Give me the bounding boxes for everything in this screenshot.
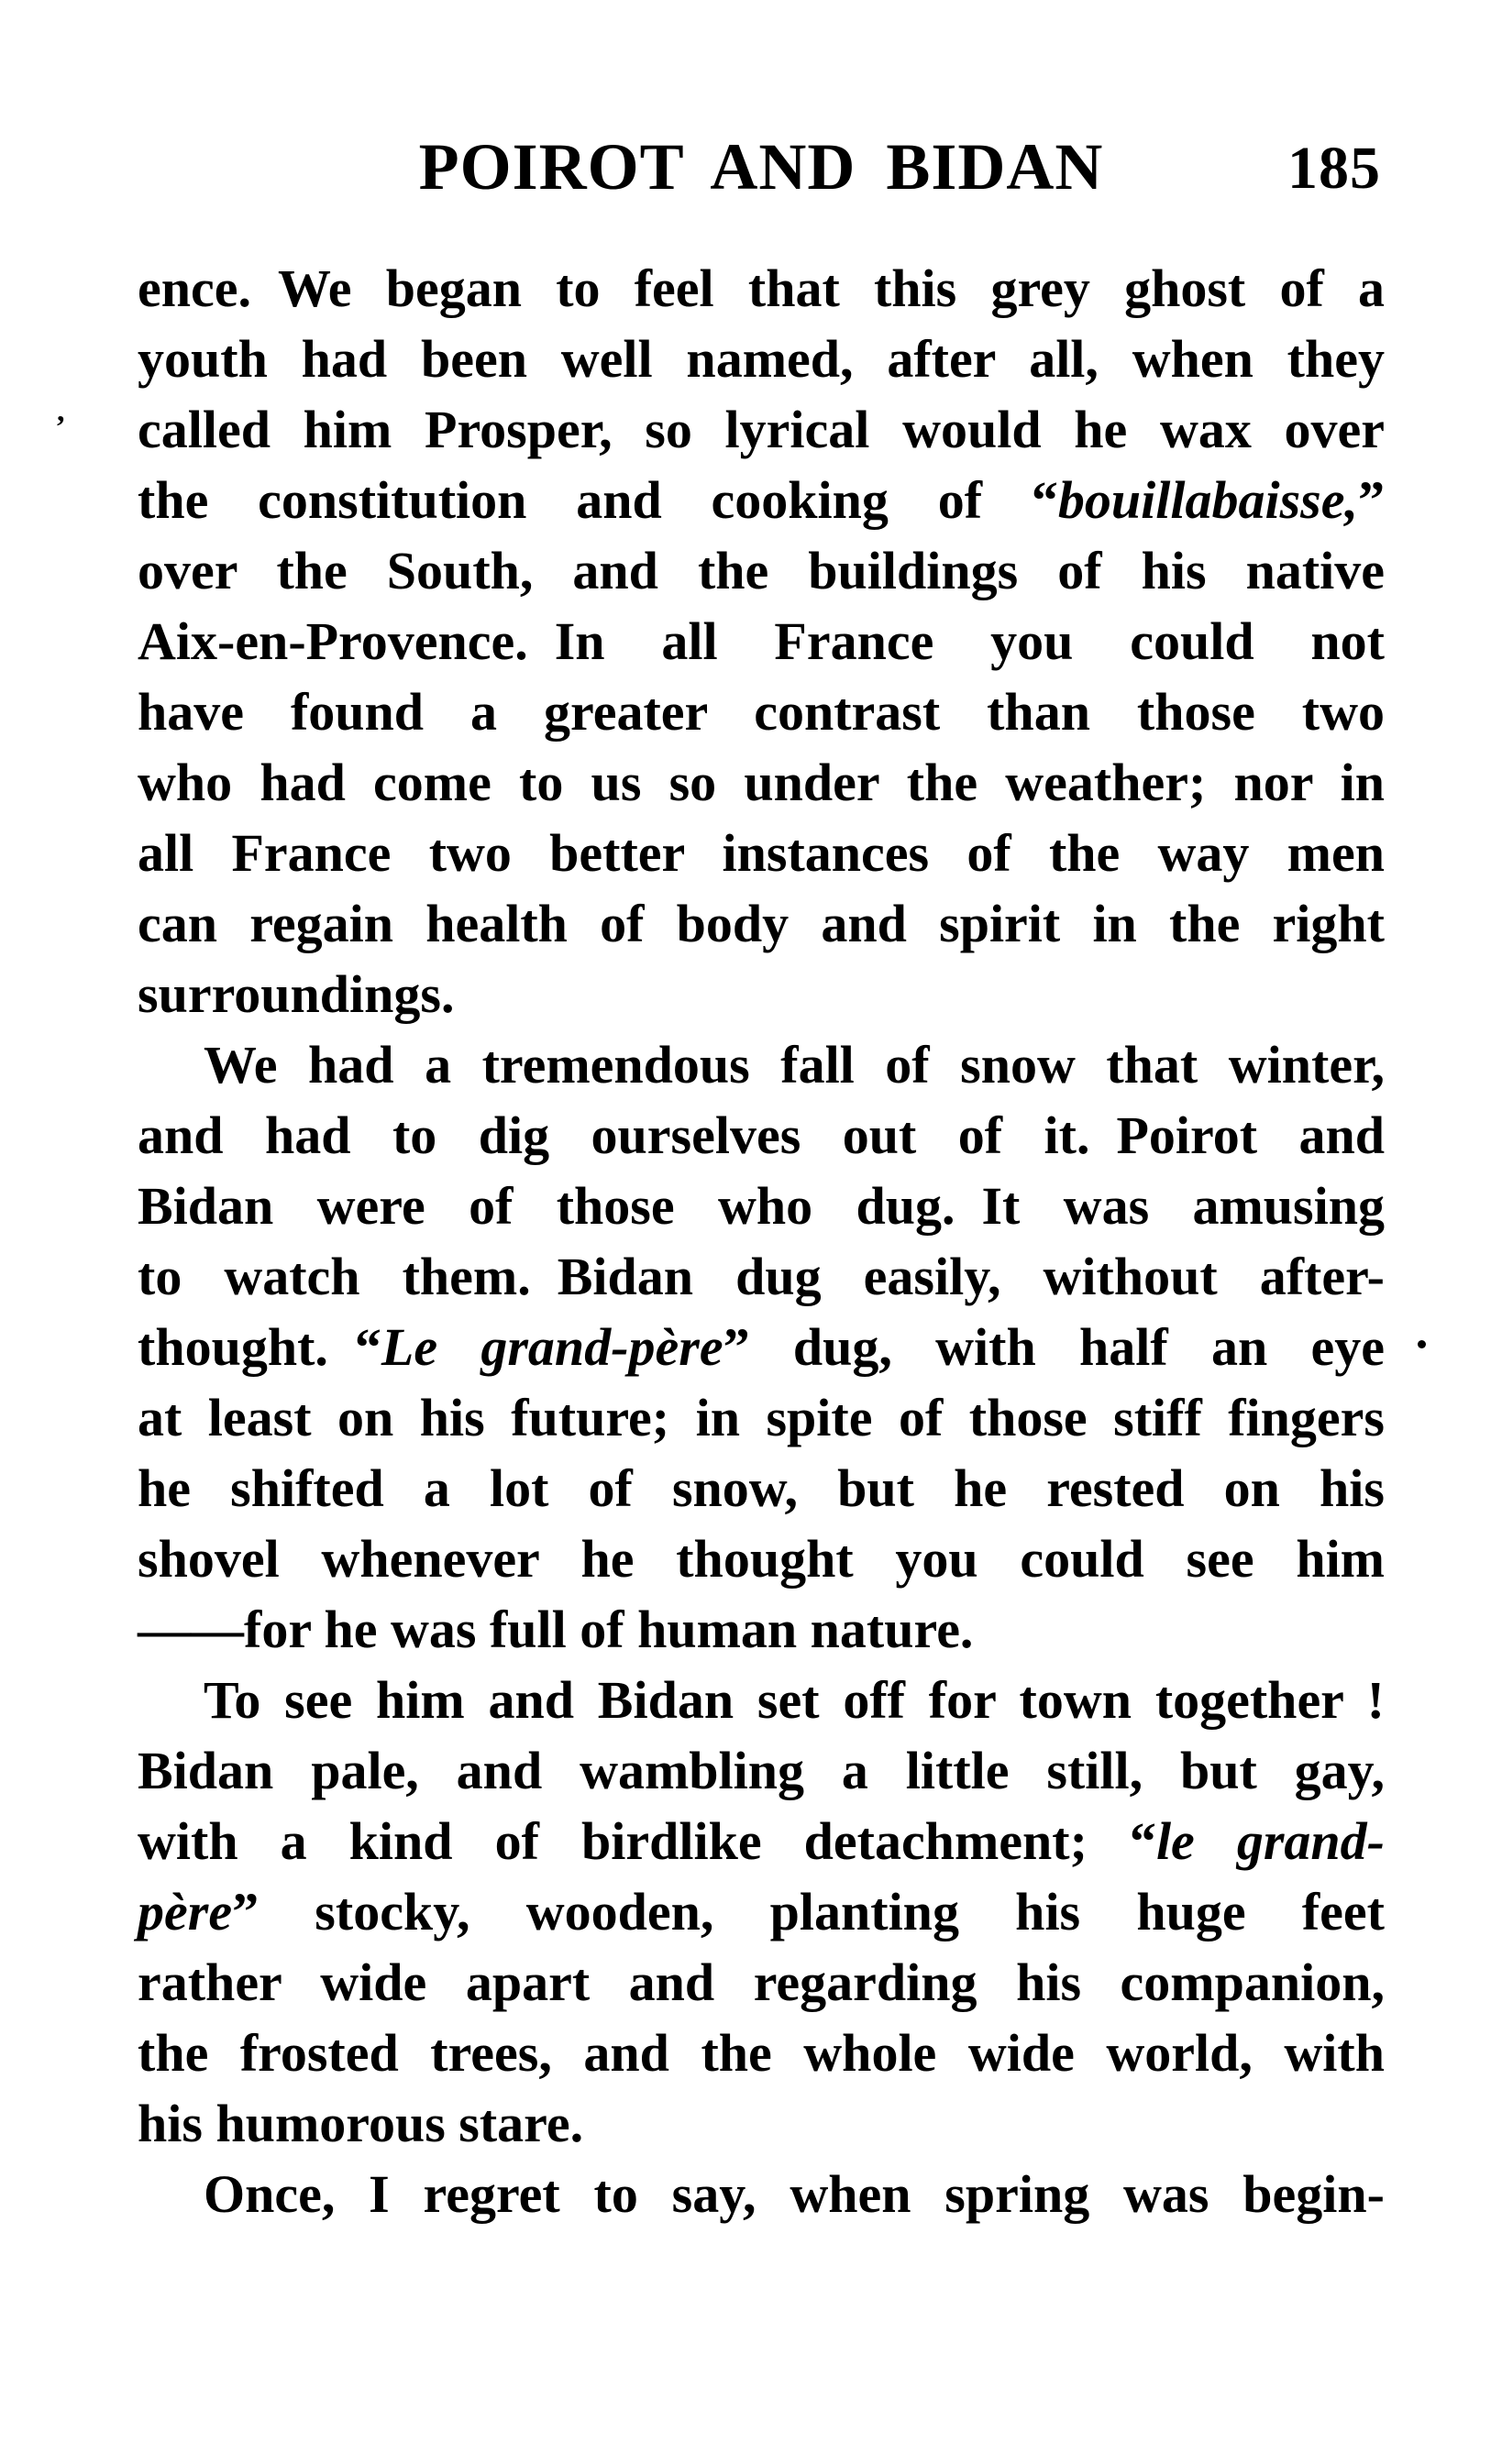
text-segment: all France two better instances of the way men [138, 823, 1385, 883]
text-segment: surroundings. [138, 964, 455, 1024]
running-head-title: POIROT AND BIDAN [418, 130, 1104, 204]
text-segment: ” stocky, wooden, planting his huge feet [232, 1882, 1385, 1942]
text-segment: Aix-en-Provence. In all France you could not [138, 611, 1385, 671]
text-segment: his humorous stare. [138, 2094, 584, 2153]
text-line [138, 535, 1385, 606]
text-segment: thought. “ [138, 1317, 381, 1377]
text-segment: the frosted trees, and the whole wide world, with [138, 2023, 1385, 2083]
text-line [138, 959, 1385, 1029]
text-line [138, 324, 1385, 394]
text-segment: rather wide apart and regarding his companion, [138, 1952, 1385, 2012]
text-line [138, 253, 1385, 324]
text-line [138, 1876, 1385, 1947]
text-line [138, 1665, 1385, 1735]
text-segment: and had to dig ourselves out of it. Poirot and [138, 1106, 1385, 1165]
text-line [138, 888, 1385, 959]
text-line [138, 1382, 1385, 1453]
text-line [138, 465, 1385, 535]
text-line [138, 2088, 1385, 2159]
text-line [138, 1241, 1385, 1312]
text-line [138, 1735, 1385, 1806]
text-segment: ” [1358, 470, 1385, 530]
text-segment: with a kind of birdlike detachment; “ [138, 1811, 1156, 1871]
text-segment: Bidan pale, and wambling a little still, but gay, [138, 1741, 1385, 1800]
text-line [138, 606, 1385, 676]
text-segment: ence. We began to feel that this grey ghost of a [138, 258, 1385, 318]
text-segment: can regain health of body and spirit in the right [138, 894, 1385, 953]
text-segment: We had a tremendous fall of snow that winter, [204, 1035, 1385, 1094]
text-segment: To see him and Bidan set off for town together ! [204, 1670, 1385, 1730]
text-segment: at least on his future; in spite of those stiff fingers [138, 1388, 1385, 1447]
text-segment: ——for he was full of human nature. [138, 1600, 974, 1659]
text-segment: have found a greater contrast than those two [138, 682, 1385, 742]
text-segment: to watch them. Bidan dug easily, without after- [138, 1247, 1385, 1306]
text-line [138, 394, 1385, 465]
text-line [138, 1029, 1385, 1100]
text-segment: le grand- [1155, 1811, 1385, 1871]
text-line [138, 2018, 1385, 2088]
text-line [138, 747, 1385, 818]
text-segment: Bidan were of those who dug. It was amusing [138, 1176, 1385, 1236]
text-block [138, 253, 1385, 2229]
text-segment: youth had been well named, after all, when they [138, 329, 1385, 389]
text-segment: over the South, and the buildings of his native [138, 541, 1385, 600]
text-line [138, 1100, 1385, 1171]
text-line [138, 818, 1385, 888]
period-speck [1418, 1340, 1426, 1348]
text-segment: who had come to us so under the weather; nor in [138, 753, 1385, 812]
text-segment: père [138, 1882, 233, 1942]
text-line [138, 1453, 1385, 1524]
text-line [138, 2159, 1385, 2229]
text-segment: the constitution and cooking of “ [138, 470, 1058, 530]
comma-speck: , [57, 394, 65, 428]
text-line [138, 1312, 1385, 1382]
text-segment: he shifted a lot of snow, but he rested on his [138, 1458, 1385, 1518]
text-line [138, 1947, 1385, 2018]
text-line [138, 1806, 1385, 1876]
text-segment: shovel whenever he thought you could see him [138, 1529, 1385, 1589]
text-segment: called him Prosper, so lyrical would he wax over [138, 400, 1385, 459]
text-segment: bouillabaisse, [1057, 470, 1358, 530]
page-number: 185 [1287, 135, 1381, 202]
text-line [138, 1524, 1385, 1594]
text-line [138, 1171, 1385, 1241]
page-header [138, 130, 1385, 204]
text-segment: Once, I regret to say, when spring was begin- [204, 2164, 1385, 2224]
text-segment: ” dug, with half an eye [723, 1317, 1385, 1377]
text-segment: Le grand-père [381, 1317, 723, 1377]
text-line [138, 676, 1385, 747]
text-line [138, 1594, 1385, 1665]
